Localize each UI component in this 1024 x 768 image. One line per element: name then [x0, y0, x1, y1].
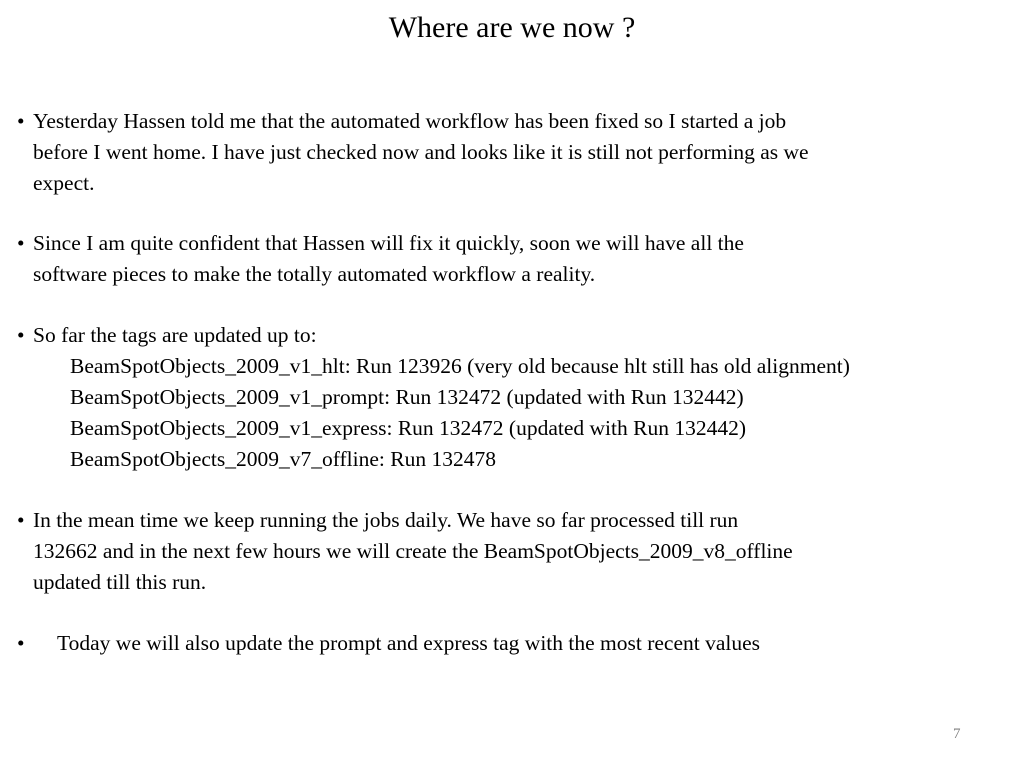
- bullet-marker: •: [17, 109, 25, 133]
- bullet-4-line-2: 132662 and in the next few hours we will create the BeamSpotObjects_2009_v8_offline: [33, 539, 793, 563]
- tag-item-hlt: BeamSpotObjects_2009_v1_hlt: Run 123926 (very old because hlt still has old alignment): [70, 354, 850, 378]
- tag-item-prompt: BeamSpotObjects_2009_v1_prompt: Run 132472 (updated with Run 132442): [70, 385, 744, 409]
- bullet-marker: •: [17, 323, 25, 347]
- tag-item-express: BeamSpotObjects_2009_v1_express: Run 132472 (updated with Run 132442): [70, 416, 746, 440]
- page-number: 7: [953, 726, 961, 742]
- bullet-4-line-3: updated till this run.: [33, 570, 207, 594]
- bullet-marker: •: [17, 231, 25, 255]
- bullet-1-line-2: before I went home. I have just checked now and looks like it is still not performing as we: [33, 140, 809, 164]
- bullet-marker: •: [17, 508, 25, 532]
- slide-title: Where are we now ?: [388, 11, 636, 44]
- bullet-1-line-1: Yesterday Hassen told me that the automated workflow has been fixed so I started a job: [33, 109, 787, 133]
- bullet-4-line-1: In the mean time we keep running the jobs daily. We have so far processed till run: [33, 508, 739, 532]
- bullet-3-line-1: So far the tags are updated up to:: [33, 323, 317, 347]
- bullet-5-line-1: Today we will also update the prompt and express tag with the most recent values: [57, 631, 761, 655]
- bullet-marker: •: [17, 631, 25, 655]
- tag-item-offline: BeamSpotObjects_2009_v7_offline: Run 132478: [70, 447, 496, 471]
- bullet-1-line-3: expect.: [33, 171, 95, 195]
- bullet-2-line-2: software pieces to make the totally automated workflow a reality.: [33, 262, 596, 286]
- bullet-2-line-1: Since I am quite confident that Hassen will fix it quickly, soon we will have all the: [33, 231, 744, 255]
